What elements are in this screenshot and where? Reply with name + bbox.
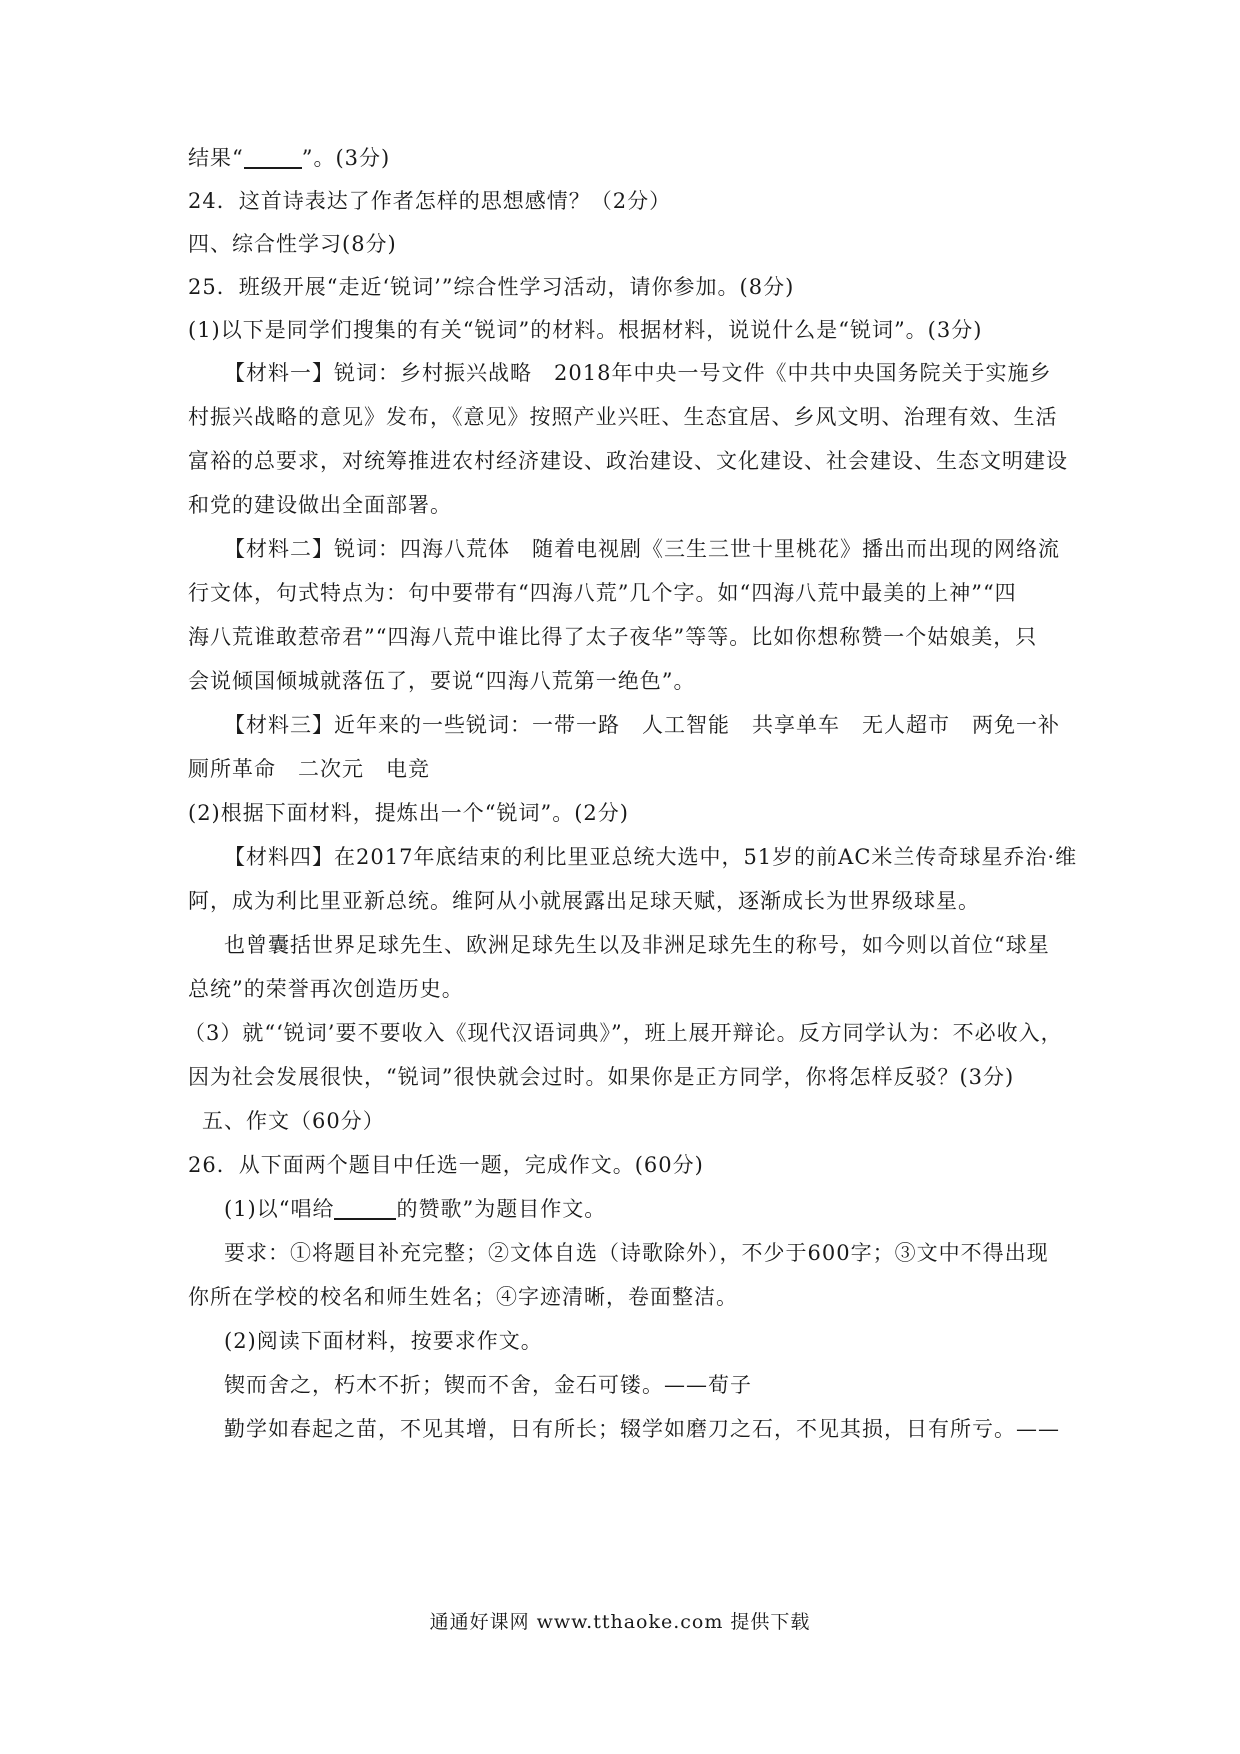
quote-line: 勤学如春起之苗，不见其增，日有所长；辍学如磨刀之石，不见其损，日有所亏。—— bbox=[224, 1417, 1060, 1441]
page-footer: 通通好课网 www.tthaoke.com 提供下载 bbox=[429, 1611, 811, 1633]
material-text: 海八荒谁敢惹帝君”“四海八荒中谁比得了太子夜华”等等。比如你想称赞一个姑娘美，只 bbox=[188, 625, 1038, 649]
material-text: 和党的建设做出全面部署。 bbox=[188, 493, 452, 517]
material-text: 【材料一】锐词：乡村振兴战略 2018年中央一号文件《中共中央国务院关于实施乡 bbox=[224, 361, 1052, 385]
material-text: 【材料二】锐词：四海八荒体 随着电视剧《三生三世十里桃花》播出而出现的网络流 bbox=[224, 537, 1060, 561]
material-text: 富裕的总要求，对统筹推进农村经济建设、政治建设、文化建设、社会建设、生态文明建设 bbox=[188, 449, 1068, 473]
sub-question: (1)以下是同学们搜集的有关“锐词”的材料。根据材料，说说什么是“锐词”。(3分) bbox=[188, 318, 983, 342]
text-fragment: 的赞歌”为题目作文。 bbox=[396, 1197, 607, 1221]
fill-in-blank bbox=[334, 1196, 396, 1220]
material-text: 总统”的荣誉再次创造历史。 bbox=[188, 977, 464, 1001]
sub-question: （3）就“‘锐词’要不要收入《现代汉语词典》”，班上展开辩论。反方同学认为：不必收入， bbox=[184, 1021, 1063, 1045]
essay-topic-2: (2)阅读下面材料，按要求作文。 bbox=[224, 1329, 543, 1353]
text-fragment: (1)以“唱给 bbox=[224, 1197, 335, 1221]
material-text: 村振兴战略的意见》发布，《意见》按照产业兴旺、生态宜居、乡风文明、治理有效、生活 bbox=[188, 405, 1058, 429]
sub-question: (2)根据下面材料，提炼出一个“锐词”。(2分) bbox=[188, 801, 629, 825]
material-text: 也曾囊括世界足球先生、欧洲足球先生以及非洲足球先生的称号，如今则以首位“球星 bbox=[224, 933, 1050, 957]
essay-topic-1 bbox=[224, 1194, 1104, 1224]
sub-question: 因为社会发展很快，“锐词”很快就会过时。如果你是正方同学，你将怎样反驳？(3分) bbox=[188, 1065, 1015, 1089]
material-text: 【材料四】在2017年底结束的利比里亚总统大选中，51岁的前AC米兰传奇球星乔治·维 bbox=[224, 845, 1078, 869]
material-text: 阿，成为利比里亚新总统。维阿从小就展露出足球天赋，逐渐成长为世界级球星。 bbox=[188, 889, 980, 913]
question-25: 25．班级开展“走近‘锐词’”综合性学习活动，请你参加。(8分) bbox=[188, 275, 795, 299]
question-24: 24．这首诗表达了作者怎样的思想感情？（2分） bbox=[188, 189, 672, 213]
text-fragment: ”。(3分) bbox=[301, 146, 391, 170]
quote-line: 锲而舍之，朽木不折；锲而不舍，金石可镂。——荀子 bbox=[224, 1373, 752, 1397]
section-heading: 五、作文（60分） bbox=[202, 1109, 385, 1133]
section-heading: 四、综合性学习(8分) bbox=[188, 232, 397, 256]
text-fragment: 结果“ bbox=[188, 146, 244, 170]
essay-requirements: 你所在学校的校名和师生姓名；④字迹清晰，卷面整洁。 bbox=[188, 1285, 738, 1309]
question-26: 26．从下面两个题目中任选一题，完成作文。(60分) bbox=[188, 1153, 704, 1177]
material-text: 行文体，句式特点为：句中要带有“四海八荒”几个字。如“四海八荒中最美的上神”“四 bbox=[188, 581, 1017, 605]
material-text: 会说倾国倾城就落伍了，要说“四海八荒第一绝色”。 bbox=[188, 669, 696, 693]
text-line bbox=[188, 143, 1068, 173]
material-text: 【材料三】近年来的一些锐词：一带一路 人工智能 共享单车 无人超市 两免一补 bbox=[224, 713, 1060, 737]
essay-requirements: 要求：①将题目补充完整；②文体自选（诗歌除外），不少于600字；③文中不得出现 bbox=[224, 1241, 1049, 1265]
material-text: 厕所革命 二次元 电竞 bbox=[188, 757, 430, 781]
fill-in-blank bbox=[244, 145, 302, 169]
